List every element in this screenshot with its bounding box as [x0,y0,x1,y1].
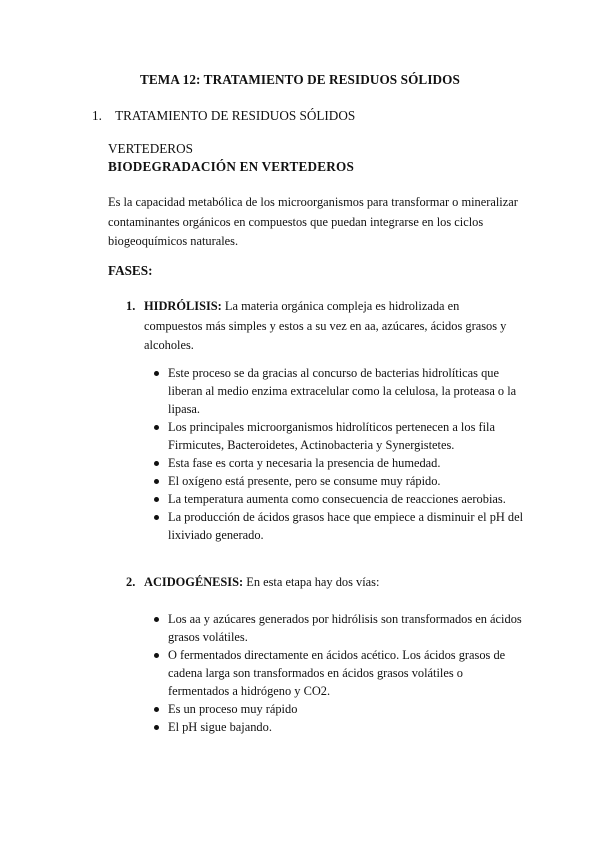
list-item-text: Esta fase es corta y necesaria la presencia de humedad. [168,456,441,470]
fases-label: FASES: [108,263,153,278]
bullet-icon [154,617,159,622]
section-label: TRATAMIENTO DE RESIDUOS SÓLIDOS [115,108,356,123]
heading: BIODEGRADACIÓN EN VERTEDEROS [108,159,354,174]
phase-text [126,297,516,356]
list-item [158,454,524,472]
bullet-icon [154,461,159,466]
list-item-text: O fermentados directamente en ácidos acético. Los ácidos grasos de cadena larga son transformados en ácidos grasos volátiles o fermentados a hidrógeno y CO2. [168,648,506,698]
list-item-text: La temperatura aumenta como consecuencia de reacciones aerobias. [168,492,506,506]
bullet-icon [154,653,159,658]
list-item [158,718,524,736]
phase-description: La materia orgánica compleja es hidrolizada en compuestos más simples y estos a su vez en aa, azúcares, ácidos grasos y alcoholes. [144,299,507,352]
list-item [158,700,524,718]
phase-name: HIDRÓLISIS: [144,299,222,313]
bullet-icon [154,425,159,430]
phase-2 [126,573,516,593]
phase-number: 1. [126,299,136,313]
phase-number: 2. [126,575,136,589]
intro-paragraph: Es la capacidad metabólica de los microorganismos para transformar o mineralizar contaminantes orgánicos en compuestos que puedan integrarse en los ciclos biogeoquímicos naturales. [108,195,518,248]
list-item-text: Este proceso se da gracias al concurso de bacterias hidrolíticas que liberan al medio enzima extracelular como la celulosa, la proteasa o la lipasa. [168,366,517,416]
bullet-icon [154,707,159,712]
phase-1-bullets [158,364,524,544]
bullet-icon [154,371,159,376]
list-item [158,418,524,454]
section-number: 1. [92,108,102,123]
phase-description: En esta etapa hay dos vías: [243,575,380,589]
bullet-icon [154,497,159,502]
bullet-icon [154,479,159,484]
phase-text [126,573,516,593]
subheading: VERTEDEROS [108,141,193,156]
list-item [158,364,524,418]
bullet-icon [154,725,159,730]
phase-1 [126,297,516,356]
section-heading [92,108,355,124]
list-item [158,610,524,646]
list-item-text: Es un proceso muy rápido [168,702,298,716]
list-item [158,472,524,490]
list-item-text: El pH sigue bajando. [168,720,272,734]
list-item [158,646,524,700]
list-item [158,508,524,544]
list-item [158,490,524,508]
document-title: TEMA 12: TRATAMIENTO DE RESIDUOS SÓLIDOS [140,72,460,87]
list-item-text: Los principales microorganismos hidrolíticos pertenecen a los fila Firmicutes, Bacteroidetes, Actinobacteria y Synergistetes. [168,420,496,452]
list-item-text: Los aa y azúcares generados por hidrólisis son transformados en ácidos grasos volátiles. [168,612,522,644]
phase-2-bullets [158,610,524,736]
list-item-text: El oxígeno está presente, pero se consume muy rápido. [168,474,441,488]
phase-name: ACIDOGÉNESIS: [144,575,244,589]
list-item-text: La producción de ácidos grasos hace que empiece a disminuir el pH del lixiviado generado. [168,510,524,542]
bullet-icon [154,515,159,520]
